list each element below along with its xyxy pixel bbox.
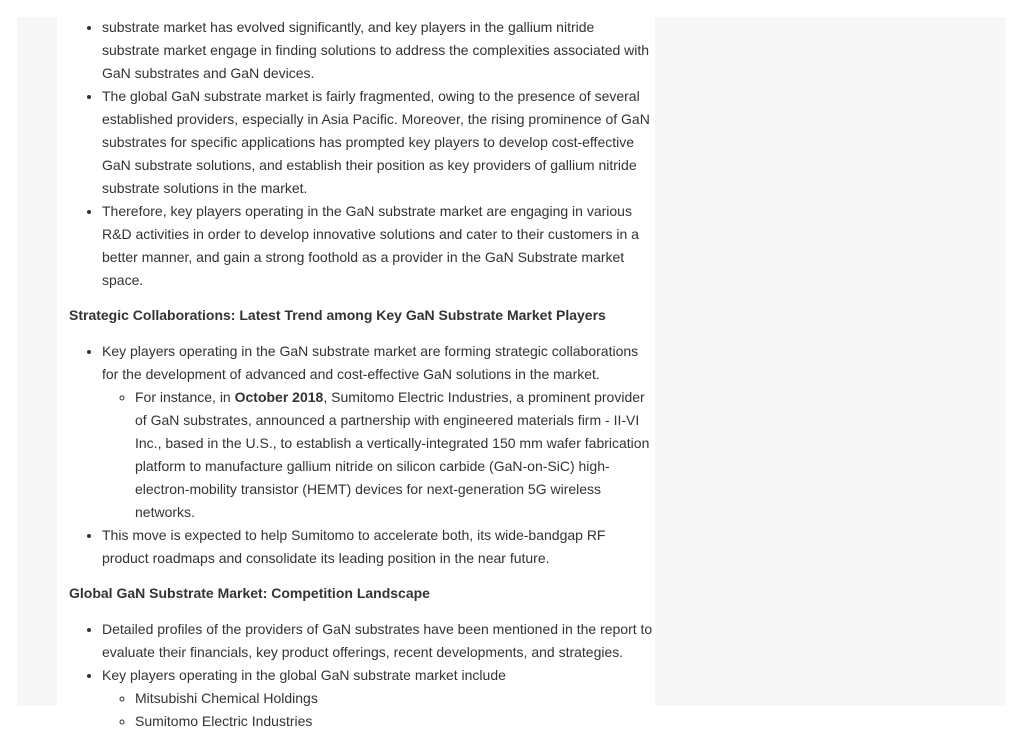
list-item: • Detailed profiles of the providers of GaN substrates have been mentioned in the report to evaluate their financials, key product offerings, recent developments, and strategies. bbox=[102, 618, 653, 664]
right-sidebar-panel bbox=[655, 17, 1006, 706]
list-item: • The global GaN substrate market is fairly fragmented, owing to the presence of several established providers, especially in Asia Pacific. Moreover, the rising prominence of GaN substrates for specific applications has prompted key players to develop cost-effective GaN substrate solutions, and establish their position as key providers of gallium nitride substrate solutions in the market. bbox=[102, 85, 653, 200]
sub-item-prefix: For instance, in bbox=[135, 389, 235, 405]
list-item: • This move is expected to help Sumitomo to accelerate both, its wide-bandgap RF product roadmaps and consolidate its leading position in the near future. bbox=[102, 524, 653, 570]
intro-list bbox=[69, 16, 653, 292]
key-player-item: ◦ Mitsubishi Chemical Holdings bbox=[135, 687, 653, 710]
section-heading-collaborations: Strategic Collaborations: Latest Trend among Key GaN Substrate Market Players bbox=[69, 307, 606, 323]
collaborations-sublist bbox=[102, 386, 653, 524]
collaborations-list bbox=[69, 340, 653, 570]
list-item bbox=[102, 340, 653, 524]
sub-item-date: October 2018 bbox=[234, 389, 324, 405]
list-item-text: Key players operating in the global GaN substrate market include bbox=[102, 667, 506, 683]
list-item-text: Key players operating in the GaN substrate market are forming strategic collaborations for the development of advanced and cost-effective GaN solutions in the market. bbox=[102, 343, 639, 382]
article-content bbox=[69, 16, 653, 733]
list-item: • Therefore, key players operating in the GaN substrate market are engaging in various R&D activities in order to develop innovative solutions and cater to their customers in a better manner, and gain a strong foothold as a provider in the GaN Substrate market space. bbox=[102, 200, 653, 292]
list-item: • substrate market has evolved significantly, and key players in the gallium nitride substrate market engage in finding solutions to address the complexities associated with GaN substrates and GaN devices. bbox=[102, 16, 653, 85]
sub-item-suffix: , Sumitomo Electric Industries, a prominent provider of GaN substrates, announced a partnership with engineered materials firm - II-VI Inc., based in the U.S., to establish a vertically-integrated 150 mm wafer fabrication platform to manufacture gallium nitride on silicon carbide (GaN-on-SiC) high-electron-mobility transistor (HEMT) devices for next-generation 5G wireless networks. bbox=[135, 389, 650, 520]
key-players-list bbox=[102, 687, 653, 733]
competition-list bbox=[69, 618, 653, 733]
key-player-item: ◦ Sumitomo Electric Industries bbox=[135, 710, 653, 733]
sub-list-item bbox=[135, 386, 653, 524]
section-heading-competition: Global GaN Substrate Market: Competition Landscape bbox=[69, 585, 430, 601]
left-gutter bbox=[17, 17, 57, 706]
